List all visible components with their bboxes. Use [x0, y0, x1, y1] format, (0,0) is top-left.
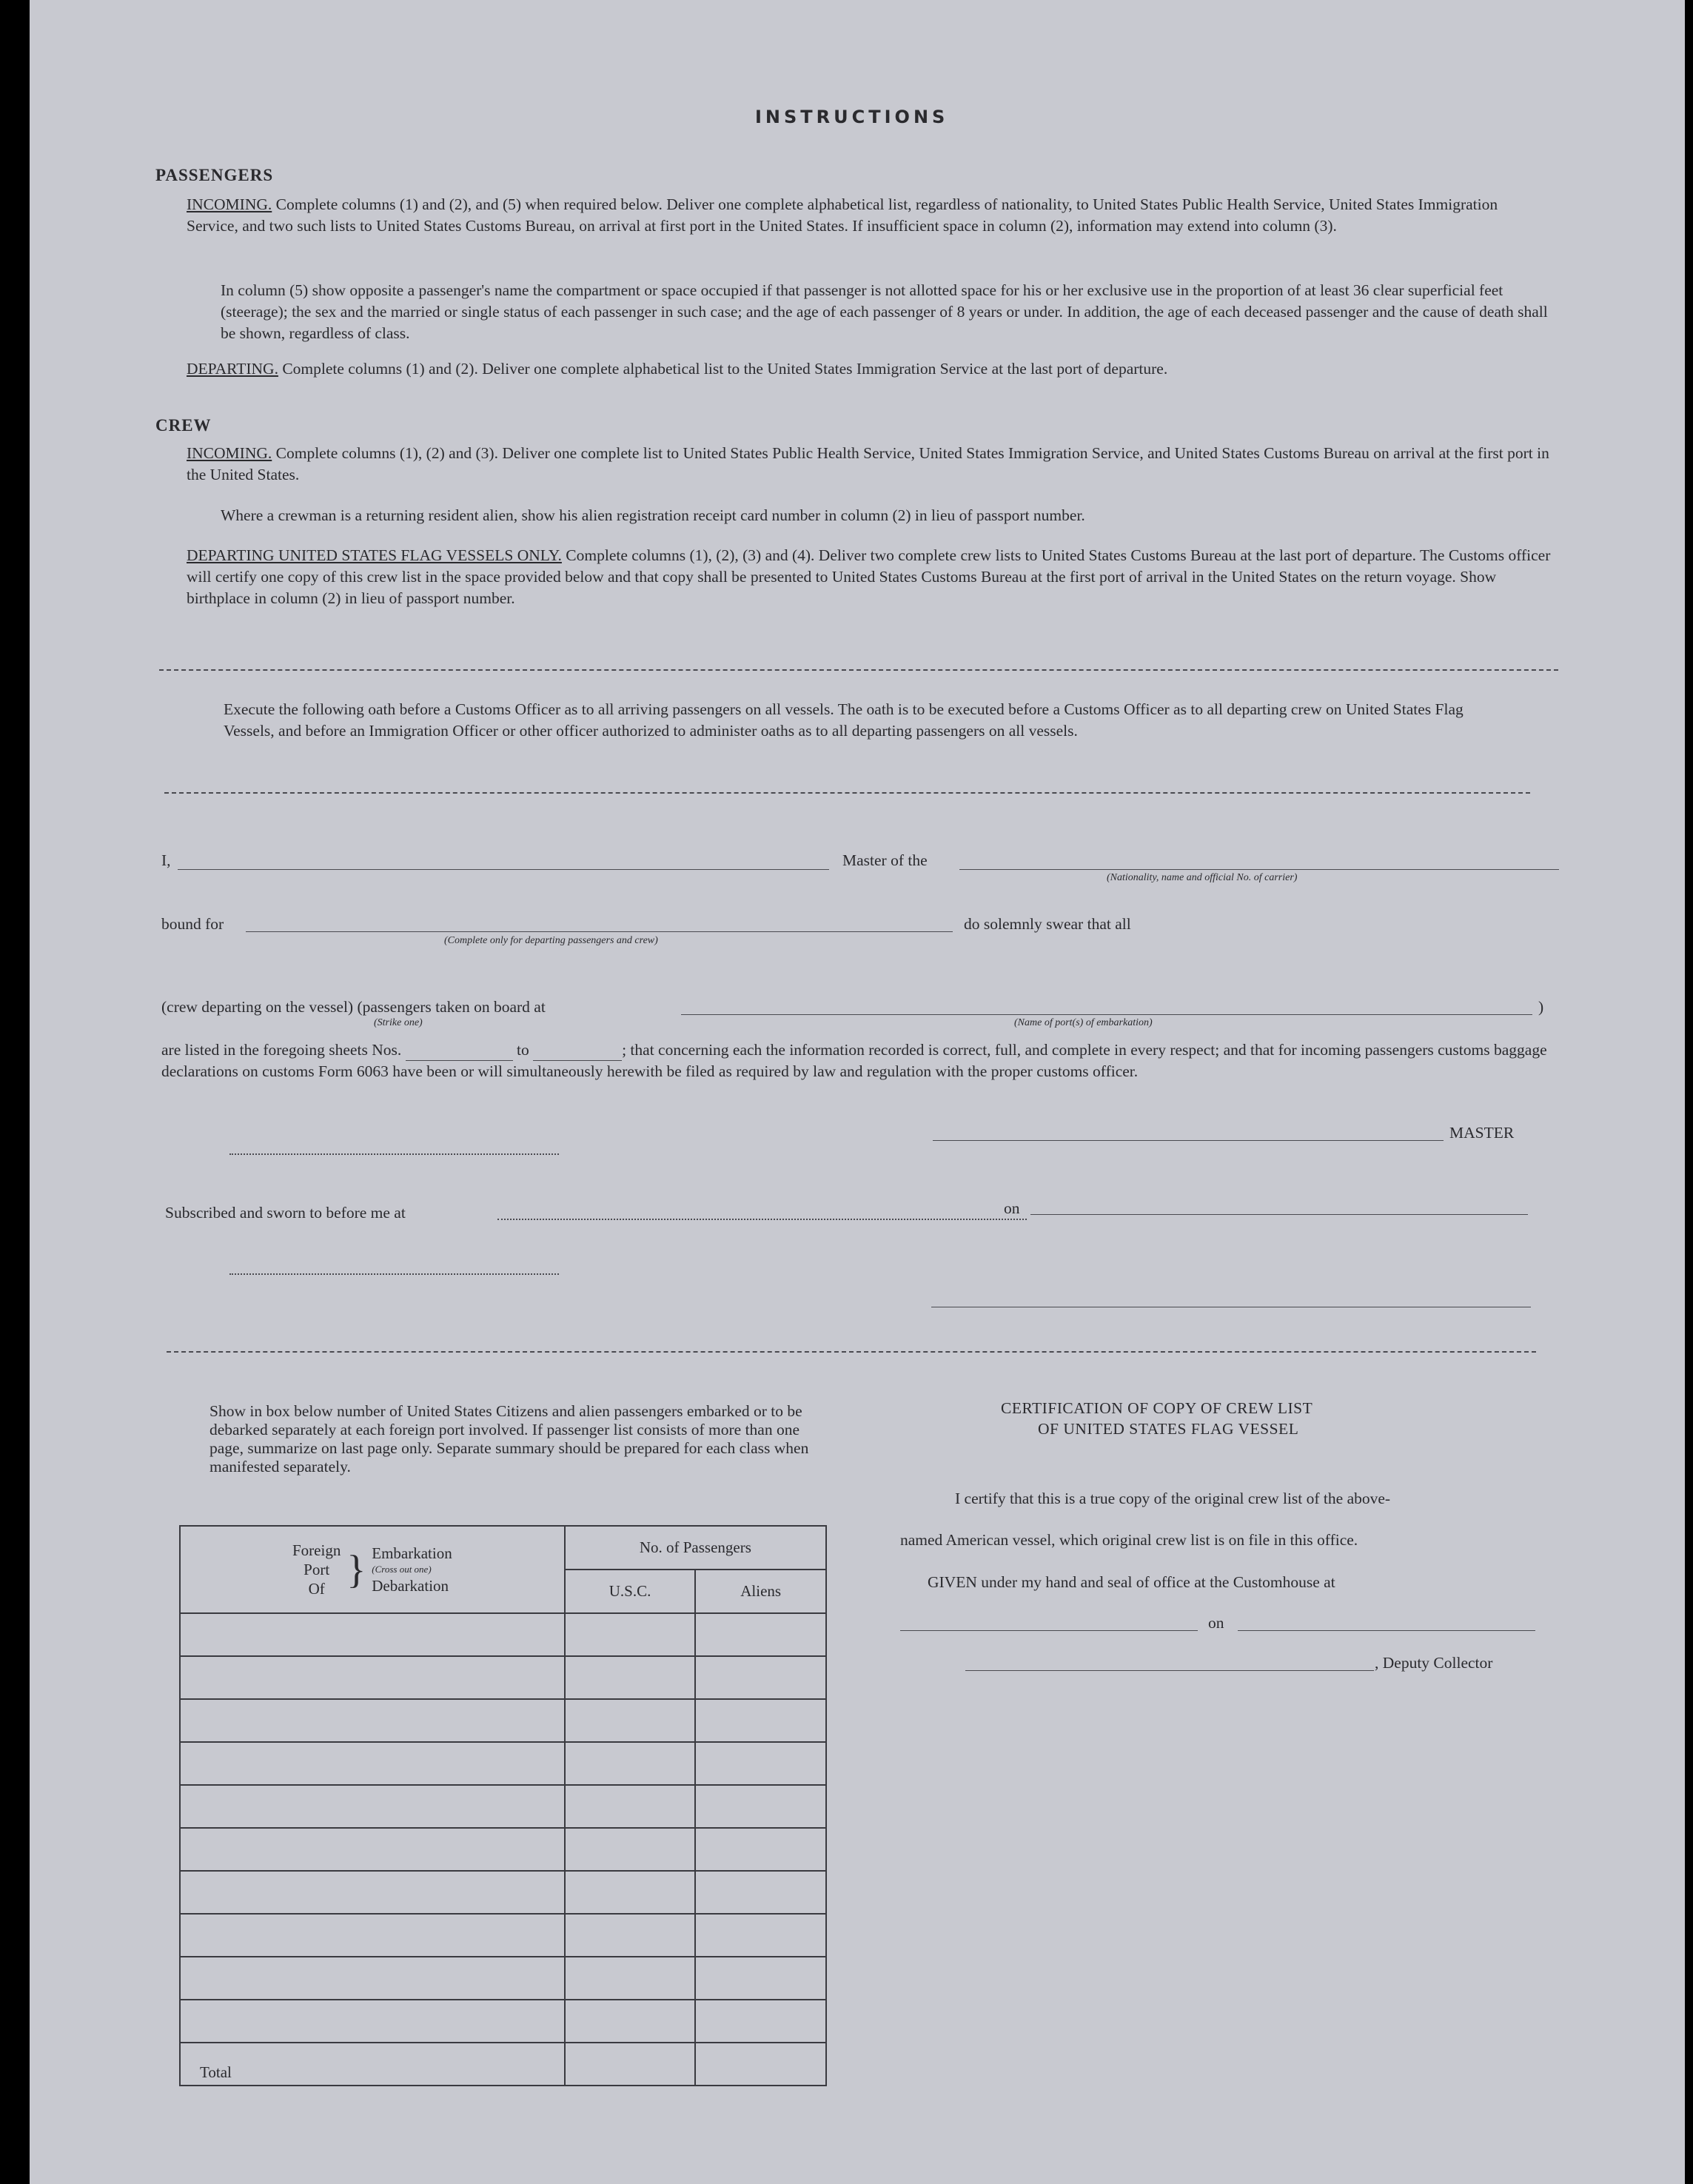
bound-for-label: bound for: [161, 915, 224, 933]
port-cell[interactable]: [180, 1914, 565, 1957]
sheet-to-field[interactable]: [533, 1039, 622, 1061]
usc-cell[interactable]: [565, 2000, 696, 2043]
aliens-header: Aliens: [695, 1570, 826, 1613]
embarkation-ports-field[interactable]: [681, 1014, 1532, 1015]
given-line: GIVEN under my hand and seal of office at the Customhouse at: [928, 1573, 1335, 1591]
aliens-cell[interactable]: [695, 1957, 826, 2000]
passengers-incoming-label: INCOMING.: [187, 195, 272, 213]
usc-cell[interactable]: [565, 1828, 696, 1871]
passengers-column5-paragraph: In column (5) show opposite a passenger's name the compartment or space occupied if that passenger is not allotted space for his or her exclusive use in the proportion of at least 36 clear superficial feet (steerage); the sex and the married or single status of each passenger in such case; and the age of each passenger of 8 years or under. In addition, the age of each deceased passenger and the cause of death shall be shown, regardless of class.: [221, 281, 1548, 342]
close-paren: ): [1538, 998, 1544, 1016]
port-cell[interactable]: [180, 1957, 565, 2000]
aliens-cell[interactable]: [695, 2000, 826, 2043]
aliens-cell[interactable]: [695, 1613, 826, 1656]
crew-incoming-label: INCOMING.: [187, 444, 272, 462]
crew-incoming-paragraph: [187, 443, 1556, 486]
no-of-passengers-header: No. of Passengers: [565, 1526, 826, 1570]
carrier-field[interactable]: [959, 869, 1559, 870]
master-name-field[interactable]: [178, 869, 829, 870]
aliens-cell[interactable]: [695, 1914, 826, 1957]
aliens-cell[interactable]: [695, 1871, 826, 1914]
table-row: [180, 1613, 826, 1656]
foreign-label: Foreign: [292, 1541, 341, 1559]
total-usc-cell[interactable]: [565, 2043, 696, 2086]
listed-to: to: [516, 1041, 529, 1059]
swear-text: do solemnly swear that all: [964, 915, 1131, 933]
bound-for-field[interactable]: [246, 931, 953, 932]
aliens-cell[interactable]: [695, 1742, 826, 1785]
summary-instructions: Show in box below number of United States Citizens and alien passengers embarked or to be debarked separately at each foreign port involved. If passenger list consists of more than one page, summarize on last page only. Separate summary should be prepared for each class when manifested separately.: [209, 1402, 809, 1475]
usc-cell[interactable]: [565, 1656, 696, 1699]
crew-departing-label: DEPARTING UNITED STATES FLAG VESSELS ONLY.: [187, 546, 562, 564]
crew-incoming-text: Complete columns (1), (2) and (3). Deliver one complete list to United States Public Health Service, United States Immigration Service, and United States Customs Bureau on arrival at the first port in the United States.: [187, 444, 1549, 483]
sworn-on-label: on: [1004, 1199, 1020, 1217]
ports-note: (Name of port(s) of embarkation): [1014, 1017, 1153, 1028]
customhouse-field[interactable]: [900, 1630, 1198, 1631]
usc-cell[interactable]: [565, 1871, 696, 1914]
divider: [167, 1351, 1536, 1353]
table-row: [180, 1699, 826, 1742]
passengers-departing-label: DEPARTING.: [187, 360, 278, 378]
aliens-cell[interactable]: [695, 1699, 826, 1742]
passengers-departing-paragraph: [187, 358, 1563, 380]
passengers-heading: PASSENGERS: [155, 166, 274, 184]
usc-header: U.S.C.: [565, 1570, 696, 1613]
listed-sheets-text: [161, 1039, 1564, 1082]
certification-on-label: on: [1208, 1614, 1224, 1632]
departing-note: (Complete only for departing passengers and crew): [444, 935, 658, 946]
table-row: [180, 1785, 826, 1828]
oath-instructions: Execute the following oath before a Customs Officer as to all arriving passengers on all vessels. The oath is to be executed before a Customs Officer as to all departing crew on United States Flag Vessels, and before an Immigration Officer or other officer authorized to administer oaths as to all departing passengers on all vessels.: [224, 700, 1464, 740]
divider: [159, 669, 1558, 671]
form-page: [30, 0, 1685, 2184]
port-cell[interactable]: [180, 1742, 565, 1785]
deputy-collector-signature-field[interactable]: [965, 1670, 1374, 1671]
sworn-date-field[interactable]: [1030, 1214, 1528, 1215]
table-row: [180, 1957, 826, 2000]
subscribed-label: Subscribed and sworn to before me at: [165, 1204, 406, 1222]
crew-resident-paragraph: Where a crewman is a returning resident alien, show his alien registration receipt card number in column (2) in lieu of passport number.: [221, 506, 1085, 524]
sworn-place-field[interactable]: [497, 1219, 1027, 1220]
of-label: Of: [308, 1580, 325, 1598]
carrier-note: (Nationality, name and official No. of carrier): [1107, 872, 1298, 883]
aliens-cell[interactable]: [695, 1785, 826, 1828]
certification-title-1: CERTIFICATION OF COPY OF CREW LIST: [1001, 1399, 1313, 1417]
certify-line-2: named American vessel, which original crew list is on file in this office.: [900, 1531, 1358, 1549]
passenger-summary-table: [179, 1525, 827, 2086]
usc-cell[interactable]: [565, 1699, 696, 1742]
usc-cell[interactable]: [565, 1785, 696, 1828]
table-row: [180, 1742, 826, 1785]
dotted-line: [229, 1153, 559, 1155]
table-row: [180, 1656, 826, 1699]
port-cell[interactable]: [180, 2000, 565, 2043]
crew-heading: CREW: [155, 416, 212, 435]
sheet-from-field[interactable]: [406, 1039, 513, 1061]
page-title: INSTRUCTIONS: [755, 107, 949, 127]
usc-cell[interactable]: [565, 1914, 696, 1957]
passengers-incoming-text: Complete columns (1) and (2), and (5) when required below. Deliver one complete alphabetical list, regardless of nationality, to United States Public Health Service, United States Immigration Service, and two such lists to United States Customs Bureau, on arrival at first port in the United States. If insufficient space in column (2), information may extend into column (3).: [187, 195, 1498, 235]
oath-i-label: I,: [161, 851, 171, 869]
master-signature-field[interactable]: [933, 1140, 1444, 1141]
port-cell[interactable]: [180, 1656, 565, 1699]
port-cell[interactable]: [180, 1699, 565, 1742]
table-row: [180, 1871, 826, 1914]
passengers-incoming-paragraph: [187, 194, 1549, 237]
aliens-cell[interactable]: [695, 1828, 826, 1871]
debarkation-label: Debarkation: [372, 1577, 449, 1595]
deputy-collector-label: , Deputy Collector: [1375, 1654, 1493, 1672]
embarkation-label: Embarkation: [372, 1544, 452, 1562]
port-cell[interactable]: [180, 1785, 565, 1828]
usc-cell[interactable]: [565, 1957, 696, 2000]
divider: [164, 792, 1530, 794]
strike-one-note: (Strike one): [374, 1017, 423, 1028]
crew-departing-text: (crew departing on the vessel) (passengers taken on board at: [161, 998, 546, 1016]
listed-sheets-a: are listed in the foregoing sheets Nos.: [161, 1041, 402, 1059]
dotted-line: [229, 1273, 559, 1275]
cross-out-note: (Cross out one): [372, 1564, 432, 1575]
listed-sheets-c: and that for incoming passengers customs baggage declarations on customs Form 6063 have been or will simultaneously herewith be filed as required by law and regulation with the proper customs officer.: [161, 1041, 1547, 1080]
usc-cell[interactable]: [565, 1613, 696, 1656]
master-of-label: Master of the: [842, 851, 928, 869]
certification-title-2: OF UNITED STATES FLAG VESSEL: [1038, 1420, 1299, 1438]
usc-cell[interactable]: [565, 1742, 696, 1785]
master-label: MASTER: [1449, 1124, 1515, 1142]
listed-sheets-b: ; that concerning each the information recorded is correct, full, and complete in every respect;: [622, 1041, 1220, 1059]
table-row: [180, 2000, 826, 2043]
port-label: Port: [304, 1561, 330, 1578]
total-row: [180, 2043, 826, 2086]
crew-departing-text: Complete columns (1), (2), (3) and (4). Deliver two complete crew lists to United States Customs Bureau at the last port of departure. The Customs officer will certify one copy of this crew list in the space provided below and that copy shall be presented to United States Customs Bureau at the first port of arrival in the United States on the return voyage. Show birthplace in column (2) in lieu of passport number.: [187, 546, 1551, 607]
crew-departing-paragraph: [187, 545, 1560, 609]
port-header-cell: [180, 1526, 565, 1613]
port-cell[interactable]: [180, 1871, 565, 1914]
total-aliens-cell[interactable]: [695, 2043, 826, 2086]
table-row: [180, 1914, 826, 1957]
port-cell[interactable]: [180, 1828, 565, 1871]
certification-date-field[interactable]: [1238, 1630, 1535, 1631]
certify-line-1: I certify that this is a true copy of the original crew list of the above-: [955, 1490, 1391, 1507]
passengers-departing-text: Complete columns (1) and (2). Deliver one complete alphabetical list to the United States Immigration Service at the last port of departure.: [282, 360, 1168, 378]
total-label: Total: [180, 2043, 565, 2086]
table-row: [180, 1828, 826, 1871]
aliens-cell[interactable]: [695, 1656, 826, 1699]
brace-glyph: }: [346, 1547, 366, 1592]
port-cell[interactable]: [180, 1613, 565, 1656]
